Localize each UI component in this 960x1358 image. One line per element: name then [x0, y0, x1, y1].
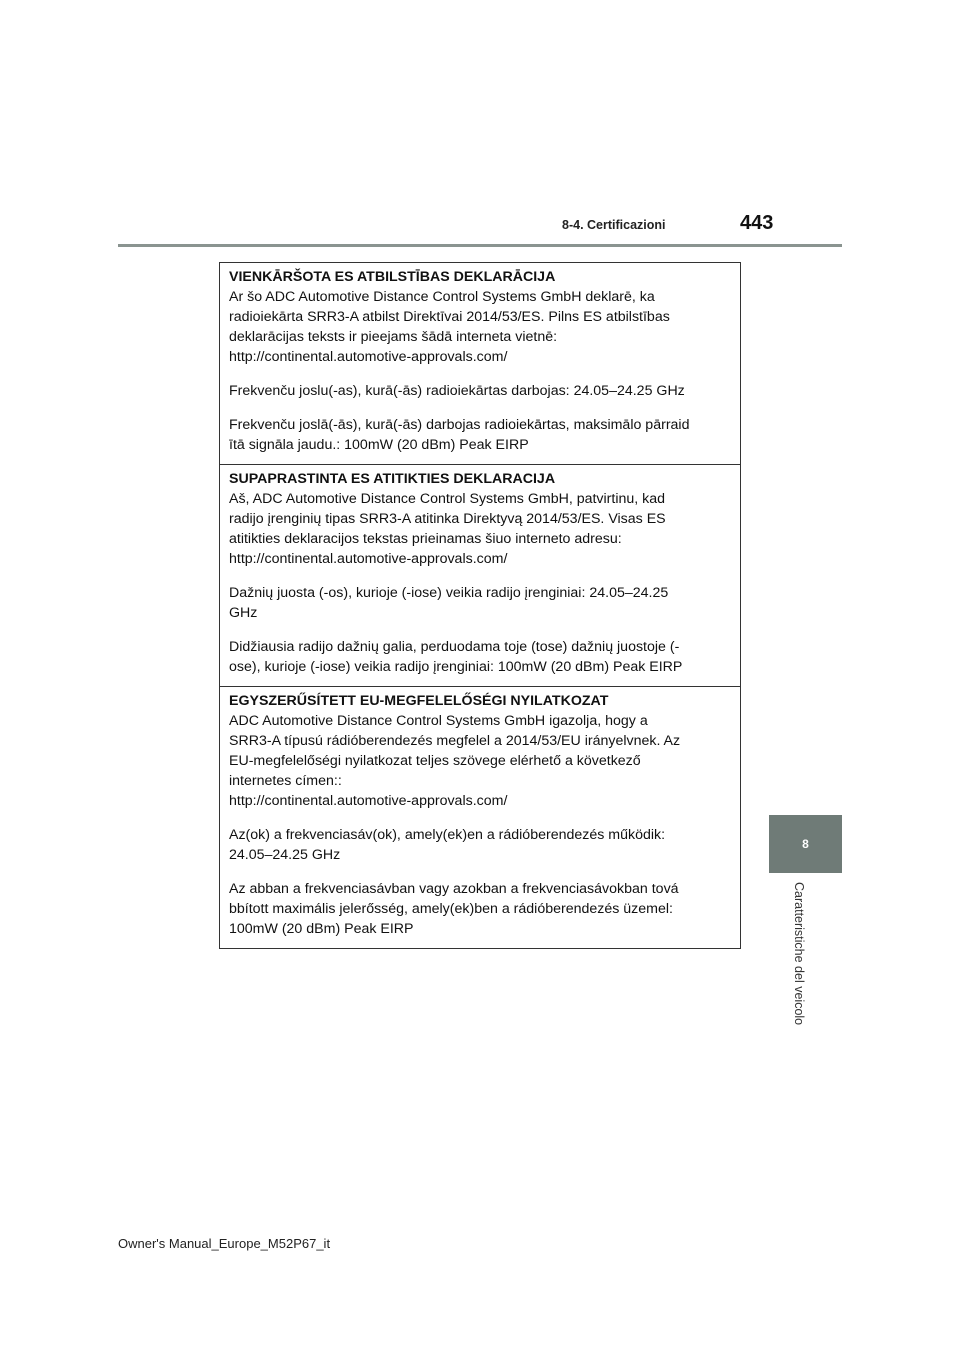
declaration-power: Frekvenču joslā(-ās), kurā(-ās) darbojas radioiekārtas, maksimālo pārraid ītā signāla jaudu.: 100mW (20 dBm) Peak EIRP	[229, 417, 690, 453]
declaration-block-lithuanian	[220, 465, 740, 687]
spacer	[229, 401, 731, 415]
declaration-table	[219, 262, 741, 949]
spacer	[229, 811, 731, 825]
footer-manual-id: Owner's Manual_Europe_M52P67_it	[118, 1236, 331, 1251]
declaration-power: Az abban a frekvenciasávban vagy azokban a frekvenciasávokban tová bbított maximális jelerősség, amely(ek)ben a rádióberendezés üzemel: 100mW (20 dBm) Peak EIRP	[229, 881, 679, 937]
page-number: 443	[740, 212, 774, 234]
spacer	[229, 367, 731, 381]
header-rule	[118, 244, 842, 247]
declaration-power: Didžiausia radijo dažnių galia, perduodama toje (tose) dažnių juostoje (- ose), kurioje (-iose) veikia radijo įrenginiai: 100mW (20 dBm) Peak EIRP	[229, 639, 683, 675]
chapter-tab: 8	[769, 815, 842, 873]
declaration-body: ADC Automotive Distance Control Systems GmbH igazolja, hogy a SRR3-A típusú rádióberendezés megfelel a 2014/53/EU irányelvnek. Az EU-megfelelőségi nyilatkozat teljes szövege elérhető a következő internetes címen:: http://continental.automotive-approvals.com/	[229, 713, 681, 809]
declaration-frequency: Dažnių juosta (-os), kurioje (-iose) veikia radijo įrenginiai: 24.05–24.25 GHz	[229, 585, 669, 621]
declaration-title: VIENKĀRŠOTA ES ATBILSTĪBAS DEKLARĀCIJA	[229, 269, 556, 285]
spacer	[229, 623, 731, 637]
chapter-title: Caratteristiche del veicolo	[792, 882, 806, 1026]
declaration-title: EGYSZERŰSÍTETT EU-MEGFELELŐSÉGI NYILATKOZAT	[229, 693, 609, 709]
spacer	[229, 569, 731, 583]
header-section-title: 8-4. Certificazioni	[562, 218, 666, 232]
declaration-frequency: Az(ok) a frekvenciasáv(ok), amely(ek)en a rádióberendezés működik: 24.05–24.25 GHz	[229, 827, 666, 863]
declaration-body: Ar šo ADC Automotive Distance Control Systems GmbH deklarē, ka radioiekārta SRR3-A atbilst Direktīvai 2014/53/ES. Pilns ES atbilstības deklarācijas teksts ir pieejams šādā interneta vietnē: http://continental.automotive-approvals.com/	[229, 289, 670, 365]
declaration-body: Aš, ADC Automotive Distance Control Systems GmbH, patvirtinu, kad radijo įrenginių tipas SRR3-A atitinka Direktyvą 2014/53/ES. Visas ES atitikties deklaracijos tekstas prieinamas šiuo interneto adresu: http://continental.automotive-approvals.com/	[229, 491, 666, 567]
declaration-block-hungarian	[220, 687, 740, 948]
declaration-block-latvian	[220, 263, 740, 465]
declaration-frequency: Frekvenču joslu(-as), kurā(-ās) radioiekārtas darbojas: 24.05–24.25 GHz	[229, 383, 685, 399]
declaration-title: SUPAPRASTINTA ES ATITIKTIES DEKLARACIJA	[229, 471, 556, 487]
spacer	[229, 865, 731, 879]
